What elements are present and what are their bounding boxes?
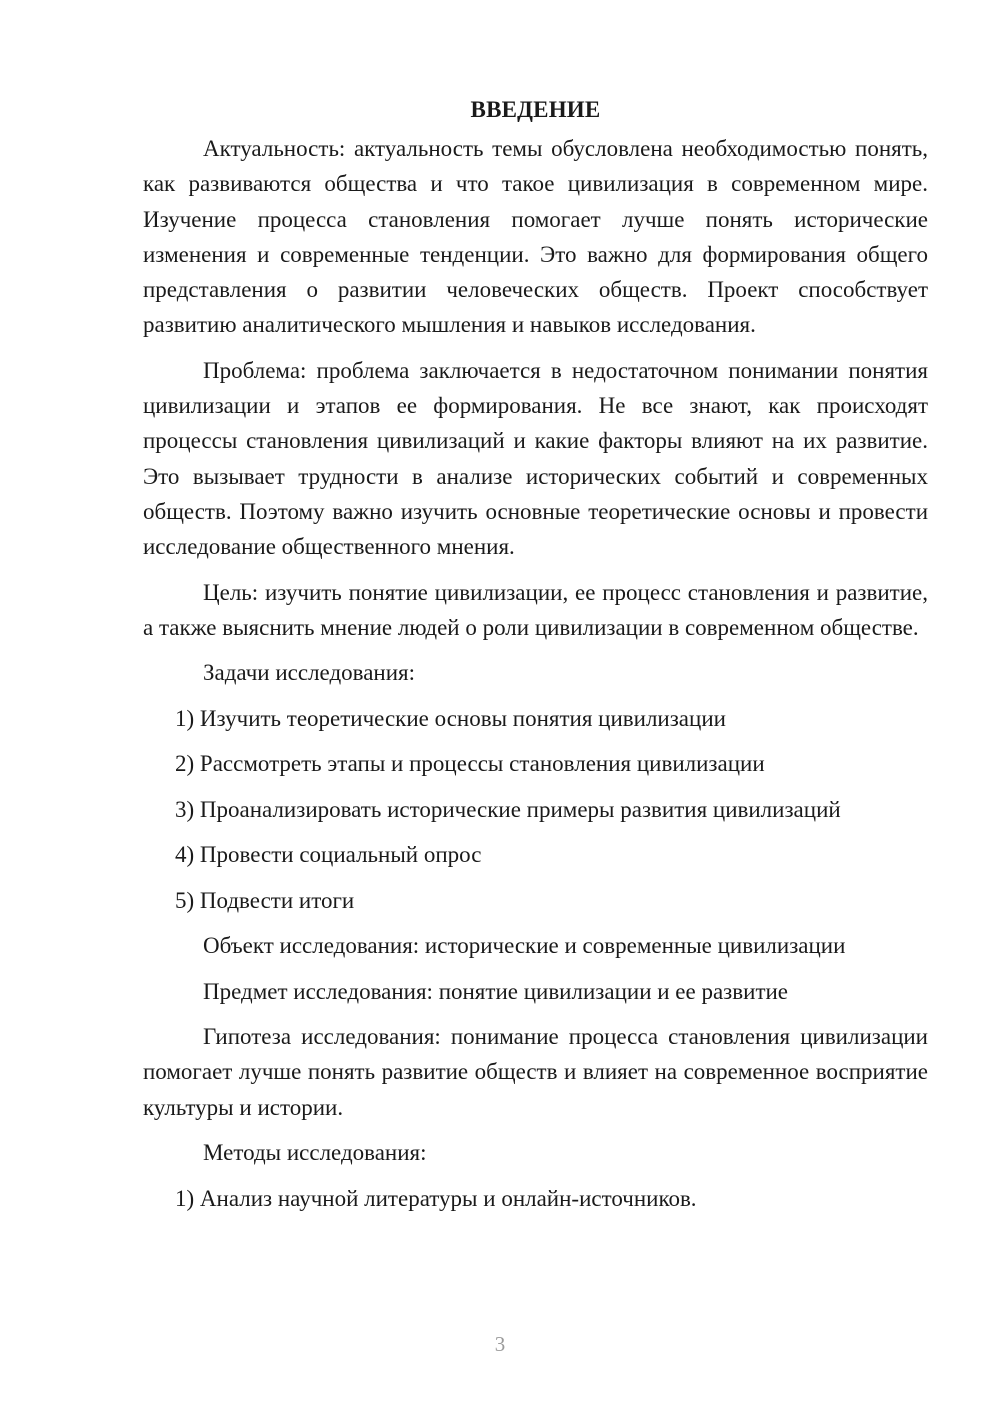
tasks-list — [143, 701, 928, 918]
document-page — [143, 92, 928, 1226]
paragraph-hypothesis: Гипотеза исследования: понимание процесса становления цивилизации помогает лучше понять развитие обществ и влияет на современное восприятие культуры и истории. — [143, 1024, 928, 1120]
list-item: 5) Подвести итоги — [175, 887, 355, 913]
list-item: 4) Провести социальный опрос — [175, 842, 482, 868]
list-item: 2) Рассмотреть этапы и процессы становления цивилизации — [175, 751, 765, 777]
section-heading: ВВЕДЕНИЕ — [470, 97, 601, 122]
research-object: Объект исследования: исторические и современные цивилизации — [203, 933, 846, 959]
paragraph-goal: Цель: изучить понятие цивилизации, ее процесс становления и развитие, а также выяснить мнение людей о роли цивилизации в современном обществе. — [143, 579, 928, 640]
paragraph-relevance: Актуальность: актуальность темы обусловлена необходимостью понять, как развиваются общества и что такое цивилизация в современном мире. Изучение процесса становления помогает лучше понять исторические изменения и современные тенденции. Это важно для формирования общего представления о развитии человеческих обществ. Проект способствует развитию аналитического мышления и навыков исследования. — [143, 136, 928, 338]
list-item: 3) Проанализировать исторические примеры развития цивилизаций — [175, 796, 841, 822]
methods-label: Методы исследования: — [203, 1140, 427, 1166]
methods-list — [143, 1181, 928, 1216]
tasks-label: Задачи исследования: — [203, 660, 416, 686]
list-item: 1) Изучить теоретические основы понятия цивилизации — [175, 705, 726, 731]
research-subject: Предмет исследования: понятие цивилизации и ее развитие — [203, 978, 789, 1004]
list-item: 1) Анализ научной литературы и онлайн-источников. — [175, 1185, 697, 1211]
page-number: 3 — [494, 1332, 506, 1356]
paragraph-problem: Проблема: проблема заключается в недостаточном понимании понятия цивилизации и этапов ее формирования. Не все знают, как происходят процессы становления цивилизаций и какие факторы влияют на их развитие. Это вызывает трудности в анализе исторических событий и современных обществ. Поэтому важно изучить основные теоретические основы и провести исследование общественного мнения. — [143, 357, 928, 560]
